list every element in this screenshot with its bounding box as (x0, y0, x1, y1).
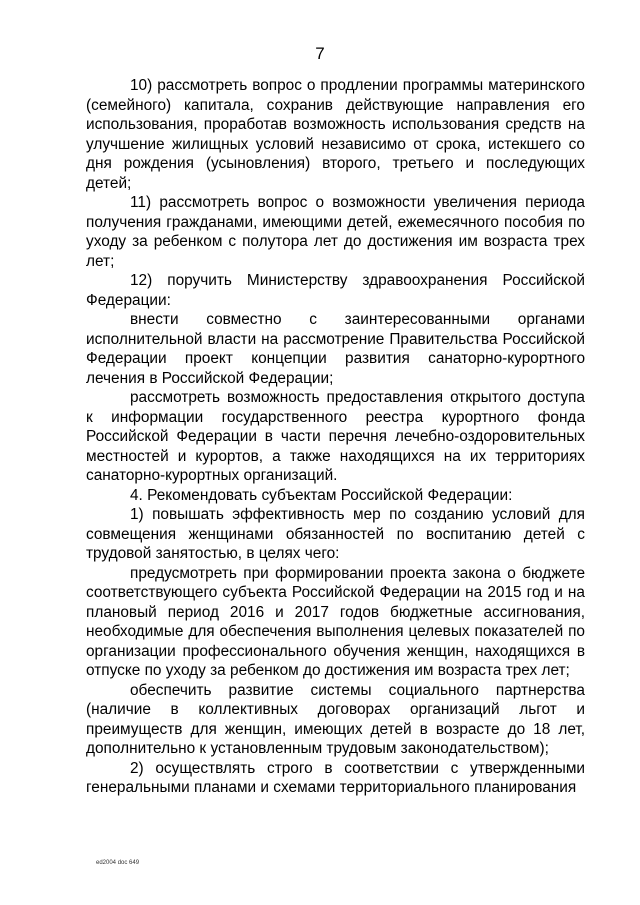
paragraph-subitem-budget: предусмотреть при формировании проекта закона о бюджете соответствующего субъекта Российской Федерации на 2015 год и на плановый период 2016 и 2017 годов бюджетные ассигнования, необходимые для обеспечения выполнения целевых показателей по организации профессионального обучения женщин, находящихся в отпуске по уходу за ребенком до достижения им возраста трех лет; (86, 564, 585, 679)
paragraph-section-4: 4. Рекомендовать субъектам Российской Федерации: (130, 486, 513, 504)
paragraph-item-1: 1) повышать эффективность мер по созданию условий для совмещения женщинами обязанностей по воспитанию детей с трудовой занятостью, в целях чего: (86, 506, 585, 562)
page-number: 7 (315, 44, 325, 63)
paragraph-item-10: 10) рассмотреть вопрос о продлении программы материнского (семейного) капитала, сохранив действующие направления его использования, проработав возможность использования средств на улучшение жилищных условий независимо от срока, истекшего со дня рождения (усыновления) второго, третьего и последующих детей; (86, 77, 585, 192)
paragraph-subitem-partnership: обеспечить развитие системы социального партнерства (наличие в коллективных договорах организаций льгот и преимуществ для женщин, имеющих детей в возрасте до 18 лет, дополнительно к установленным трудовым законодательством); (86, 681, 585, 757)
paragraph-subitem-concept: внести совместно с заинтересованными органами исполнительной власти на рассмотрение Правительства Российской Федерации проект концепции развития санаторно-курортного лечения в Российской Федерации; (86, 311, 585, 387)
paragraph-item-12: 12) поручить Министерству здравоохранения Российской Федерации: (86, 272, 585, 309)
footer-code: ed2004 doc 649 (96, 860, 140, 866)
document-body (86, 76, 585, 798)
paragraph-subitem-registry: рассмотреть возможность предоставления открытого доступа к информации государственного реестра курортного фонда Российской Федерации в части перечня лечебно-оздоровительных местностей и курортов, а также находящихся на их территориях санаторно-курортных организаций. (86, 389, 585, 484)
paragraph-item-11: 11) рассмотреть вопрос о возможности увеличения периода получения гражданами, имеющими детей, ежемесячного пособия по уходу за ребенком с полутора лет до достижения им возраста трех лет; (86, 194, 585, 270)
paragraph-item-2: 2) осуществлять строго в соответствии с утвержденными генеральными планами и схемами территориального планирования (86, 759, 585, 796)
